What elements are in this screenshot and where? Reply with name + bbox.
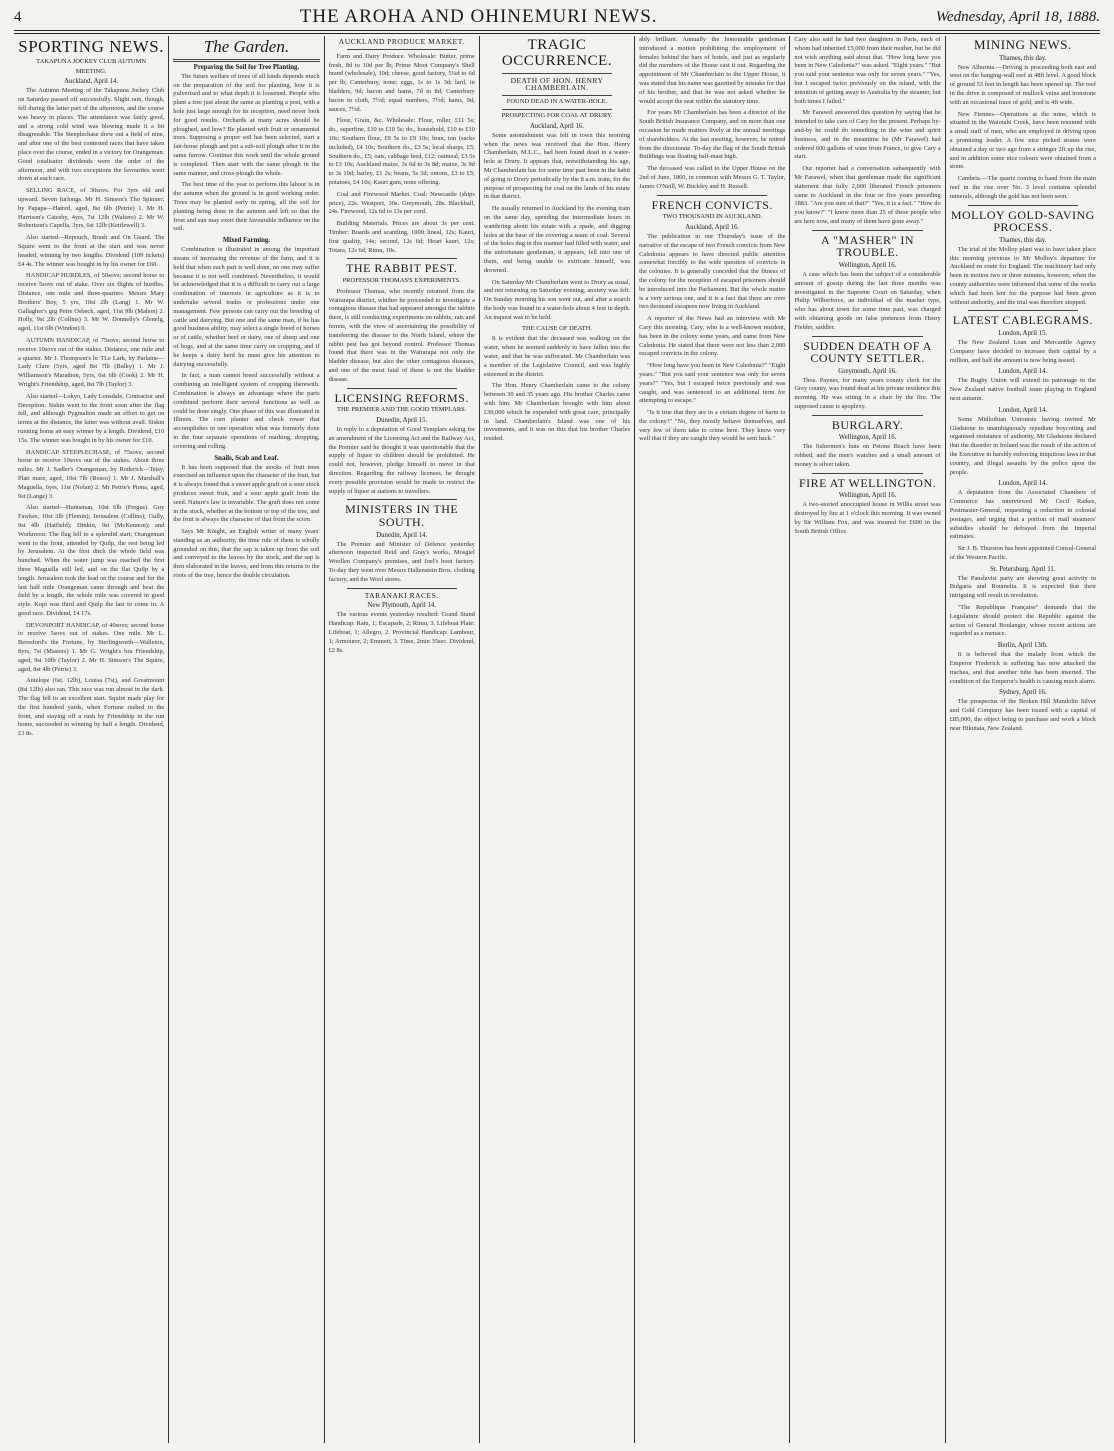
paragraph: The Panslavist party are showing great activity in Bulgaria and Roumelia. It is expected that their intriguing will result in revolution.: [949, 574, 1096, 600]
paragraph: "How long have you been in New Caledonia?" "Eight years." "But you said your sentence was only for seven years?" "Yes, but I escaped twice previously and was caught, and was sentenced to an additional term for attempting to escape.": [639, 362, 786, 405]
paragraph: Sir J. B. Thurston has been appointed Consul-General of the Western Pacific.: [949, 545, 1096, 561]
masthead-rule-lower: [14, 33, 1100, 34]
article-heading: BURGLARY.: [831, 417, 904, 432]
paragraph: "The Republique Française" demands that the Legislature should protect the Republic against the action of General Boulanger, whose recent actions are regarded as a menace.: [949, 604, 1096, 638]
dateline: Auckland, April 16.: [685, 223, 740, 231]
paragraph: Cambria.—The quartz coming to hand from the main reef in the rise over No. 3 level contains splendid minerals, although the gold has not been seen.: [949, 175, 1096, 200]
paragraph: In fact, a man cannot breed successfully without a combining an intelligent system of cropping therewith. Combination is always an advantage where the parts combined perform their several functions as well as could be done singly. One phase of this was illustrated in Illinois. The corn planter and check rower that accomplishes in one operation what was formerly done in the four separate operations of marking, dropping, covering and rolling.: [173, 372, 320, 450]
article-heading: LATEST CABLEGRAMS.: [952, 313, 1093, 328]
divider: [502, 109, 612, 110]
paragraph: Our reporter had a conversation subsequently with Mr Farawel, when that gentleman made the significant statement that fully 2,000 liberated French prisoners came to Auckland in the four or five years preceding 1883. "Are you sure of that?" "Yes, it is a fact." "How do you know?" "I know more than 25 of these people who are here now, and many of them have gone away.": [794, 165, 941, 225]
page-number: 4: [14, 8, 22, 25]
dateline: Sydney, April 16.: [999, 689, 1047, 697]
paragraph: "Is it true that they are in a certain degree of harm to the colony?" "No, they mostly behave themselves, and very few of them take to crime here. They know very well that if they are caught they would be sent back.": [639, 409, 786, 443]
paragraph: The fishermen's huts on Petone Beach have been robbed, and the men's watches and a small amount of money is silver taken.: [794, 443, 941, 469]
paragraph: The trial of the Molloy plant was to have taken place this morning previous to Mr Molloy's departure for Auckland en route for England. The machinery had only been in motion two or three minutes, however, when the county authorities were informed that some of the works which had been lent for the purpose had been given without authority, and the trial was therefore stopped.: [949, 245, 1096, 306]
divider: [173, 59, 319, 62]
paragraph: SELLING RACE, of 30sovs. For 3yrs old and upward. Seven furlongs. Mr H. Simson's Tho Spinner; by Papapa—Hatred, aged, 8st 6lb (Petrie) 1. Mr H. Harrison's Catesby, 4yrs, 7st 12lb (Walters) 2. Mr W. Robertson's Capella, 3yrs, 6st 12lb (Kettlewell) 3.: [18, 187, 165, 230]
section-heading: TRAGIC OCCURRENCE.: [501, 37, 613, 69]
masthead-rule: [14, 30, 1100, 31]
dateline: Dunedin, April 14.: [376, 531, 428, 539]
dateline: Wellington, April 16.: [838, 261, 897, 269]
column-7: [946, 36, 1100, 1443]
dateline: Auckland, April 16.: [529, 122, 584, 130]
paragraph: Farm and Dairy Produce. Wholesale: Butter, prime fresh, 8d to 10d per lb; Prime Moot Company's Shell brand (wholesale), 10d; cheese, good factory, 5¼d to 6d per lb; Canterbury, none; eggs, 1s to 1s 3d; lard, in bladders, 9d; bacon and hams, 7d to 8d; Canterbury bacon in cloth, 7½d; equal numbers, 7½d; hams, 9d; sauces, 7½d.: [328, 52, 475, 113]
dateline: Greymouth, April 16.: [838, 367, 897, 375]
divider: [968, 205, 1078, 206]
paragraph: The best time of the year to perform this labour is in the autumn when the ground is in good working order. Trees may be planted early in spring, all the soil for planting being done in the autumn and left so that the frost and sun may exert their favourable influence on the soil.: [173, 181, 320, 233]
article-heading: MOLLOY GOLD-SAVING PROCESS.: [950, 207, 1095, 235]
article-subheading: PROSPECTING FOR COAL AT DRURY.: [501, 112, 613, 120]
paragraph: Combination is illustrated in among the important means of increasing the revenue of the farm, and it is held that when each part is well done, no one may suffer because it is not well combined. Nevertheless, it would be acknowledged that it is a difficult to carry out a large combination of interests in agriculture as it is to undertake several trades or professions under one management. Few persons can carry out the breeding of cattle and dairying. But one and the same man, if he has good business ability, may select a single breed of horses or of cattle, whether beef or dairy, one of sheep and one of hogs, and at the same time carry on cropping, and if he keeps a dairy herd he must give his attention to dairying successfully.: [173, 246, 320, 368]
article-subheading: Preparing the Soil for Tree Planting.: [193, 63, 300, 71]
column-1: [14, 36, 169, 1443]
divider: [968, 310, 1078, 311]
paragraph: Also started—Repouch, Brush and On Guard. The Squire went to the front at the start and was never headed, winning by two lengths. Dividend (109 tickets) £4 4s. The winner was bought in by his owner for £60.: [18, 234, 165, 268]
divider: [347, 588, 457, 589]
paragraph: A deputation from the Associated Chambers of Commerce has interviewed Mr Cecil Raikes, Postmaster-General, requesting a reduction in colonial postages, and urging that a portion of mail steamers' subsidies should be defrayed from the Imperial estimates.: [949, 489, 1096, 541]
section-heading: MINING NEWS.: [973, 37, 1072, 52]
article-heading: THE RABBIT PEST.: [346, 261, 458, 276]
article-subheading: PROFESSOR THOMAS'S EXPERIMENTS.: [342, 277, 461, 284]
paragraph: It is evident that the deceased was walking on the water, when he seemed suddenly to have fallen into the water, and that he was suffocated. Mr Chamberlain was a member of the Legislative Council, and was highly esteemed in the district.: [483, 335, 631, 378]
dateline: Dunedin, April 15.: [376, 416, 428, 424]
article-subheading: DEATH OF HON. HENRY CHAMBERLAIN.: [510, 75, 604, 93]
dateline: London, April 14.: [998, 406, 1048, 414]
dateline: St. Petersburg, April 11.: [990, 565, 1056, 573]
divider: [502, 95, 612, 96]
paragraph: New Fiennes—Operations at the mine, which is situated in the Waiotahi Creek, have been resumed with a small staff of men, who are employed in driving upon a promising leader. A few nice picked stones were obtained a day or two ago from a stringer 2ft up the rise, and in addition some nice colours were obtained from a stone.: [949, 110, 1096, 171]
article-heading: FRENCH CONVICTS.: [651, 197, 773, 212]
dateline: New Plymouth, April 14.: [367, 602, 436, 610]
divider: [502, 73, 612, 74]
paragraph: Also started—Huntsman, 10st 6lb (Fergus). Guy Fawkes, 10st 3lb (Flemin); Jerusalem (Collins); Gully, 9st 4lb (Hatfield); Dinkin, 9st (McKennon); and Workmoor. The flag fell to a splendid start; Orangeman went to the front, attended by Quilp, the rest being led by Jerusalem. At the first ditch the whole field was bunched. When the water jump was reached the first three Maguella still led, and on the flat Quilp by a length. Jerusalem took the lead on the course and for the last half mile Orangeman came through and beat the field by a length, the whole mile was covered in good style. Kopi was third and Quilp the last to come in. A good race. Dividend, £4 17s.: [18, 504, 165, 617]
divider: [347, 388, 457, 389]
paragraph: A two-storied unoccupied house in Willis street was destroyed by fire at 1 o'clock this morning. It was owned by Sir William Fox, and was insured for £600 in the South British Office.: [794, 501, 941, 535]
paragraph: On Saturday Mr Chamberlain went to Drury as usual, and not returning on Saturday evening, anxiety was felt. On Sunday morning his son went out, and after a search the body was found in a water-hole about 4 feet in depth. An inquest was to be held.: [483, 278, 631, 321]
article-heading: LICENSING REFORMS.: [334, 390, 469, 405]
article-heading: FIRE AT WELLINGTON.: [798, 475, 937, 490]
paragraph: Antelope (6st. 12lb), Louisa (7st), and Greatmount (8st 12lb) also ran. This race was run almost in the dark. The flag fell to an excellent start. Squire made play for the first hundred yards, when Fortune rushed to the front, and staying off a rush by Friendship in the run home, succeeded in winning by half a length. Dividend, £3 8s.: [18, 677, 165, 738]
paragraph: Cary also said he had two daughters in Paris, each of whom had inherited £5,000 from their mother, but he did not wish anything said about that. "How long have you been in New Caledonia?" was asked. "Eight years." "But you said your sentence was only for seven years." "Yes, but I escaped twice previously on the island, with the intention of getting away to Australia by the steamer, but both times I failed.": [794, 36, 941, 105]
paragraph: The New Zealand Loan and Mercantile Agency Company have decided to increase their capital by a million, and half the amount is now being issued.: [949, 338, 1096, 364]
paragraph: The various events yesterday resulted: Grand Stand Handicap: Ratu, 1; Escapade, 2; Rimu, 3. Lifeboat Plate: Lifeboat, 1; Allegro, 2. Provincial Handicap: Lambour, 1; Armourer, 2; Emmett, 3. Time, 2min 35sec. Dividend, £2 8s.: [328, 611, 475, 654]
article-heading: A "MASHER" IN TROUBLE.: [821, 232, 915, 260]
paragraph: He usually returned to Auckland by the evening train on the same day, spending the intermediate hours in wandering about his estate with a spade, and digging holes at the base of the covering a seam of coal. Several of the holes dug in this manner had filled with water, and the unfortunate gentleman, it appears, fell into one of them, and being unable to extricate himself, was drowned.: [483, 205, 631, 274]
paragraph: For years Mr Chamberlain has been a director of the South British Insurance Company, and on more than one occasion he made matters lively at the annual meetings of shareholders. At the last meeting, however, he retired from the directorate. To-day the flag of the South British Buildings was floating half-mast high.: [639, 109, 786, 161]
divider: [347, 258, 457, 259]
divider: [347, 49, 457, 50]
page-columns: [14, 36, 1100, 1443]
dateline: London, April 14.: [998, 368, 1048, 376]
section-heading: The Garden.: [203, 37, 290, 56]
paragraph: Says Mr Knight, an English writer of many years' standing as an authority, the time rule of them is wholly grounded on this, that the sap is taken up from the soil and conveyed to the leaves by the stock, and the sap is then elaborated in the leaves, and from this returns to the roots of the tree, hence the double circulation.: [173, 528, 320, 580]
paragraph: Some astonishment was felt in town this morning when the news was received that the Hon. Henry Chamberlain, M.L.C., had been found dead in a water-hole at Drury. It appears that, notwithstanding his age, Mr Chamberlain has for some time past been in the habit of going to Drury periodically by the 8 a.m. train, for the purpose of prospecting for coal on the lands of his estate in that district.: [483, 131, 631, 201]
dateline: Wellington, April 16.: [838, 492, 897, 500]
column-5: [635, 36, 790, 1443]
paragraph: ably brilliant. Annually the honourable gentleman introduced a motion prohibiting the employment of females behind the bars of hotels, and just as regularly did the members of the House cast it out. Regarding the appointment of Mr Chamberlain to the Upper House, it was stated that his name was gazetted by mistake for that of his brother, and that he was not asked whether he would accept the seat within the statutory time.: [639, 36, 786, 105]
section-heading: AUCKLAND PRODUCE MARKET.: [338, 37, 465, 46]
dateline: Thames, this day.: [999, 236, 1047, 244]
newspaper-title: THE AROHA AND OHINEMURI NEWS.: [299, 6, 658, 27]
article-subheading: FOUND DEAD IN A WATER-HOLE.: [506, 98, 608, 106]
divider: [812, 336, 922, 337]
paragraph: HANDICAP STEEPLECHASE, of 75sovs; second horse to receive 10sovs out of the stakes. About three miles. Mr J. Sadler's Orangeman, by Roderick—Tetsy, Plati mare, aged, 10st 7lb (Rosco) 1. Mr J. Marshall's Maguella, 6yrs, 11st (Nolan) 2. Mr Petrie's Piona, aged, 9st (Lange) 3.: [18, 448, 165, 500]
paragraph: It is believed that the malady from which the Emperor Frederick is suffering has now attacked the trachea, and that another tube has been inserted. The condition of the Emperor's health is causing much alarm.: [949, 651, 1096, 685]
paragraph: Some Midlothian Unionists having invited Mr Gladstone to unambiguously repudiate boycotting and organised resistance of authority, Mr Gladstone declared that the disorder in Ireland was the result of the action of the Executive in harshly enforcing iniquitous laws in that country, and illegal assaults by the police upon the people.: [949, 415, 1096, 476]
column-6: [790, 36, 945, 1443]
dateline: Auckland, April 14.: [64, 78, 119, 86]
section-heading: SPORTING NEWS.: [18, 37, 165, 56]
paragraph: Thos. Paynes, for many years county clerk for the Grey county, was found dead at his private residence this morning. He was sitting in a chair by the fire. The supposed cause is apoplexy.: [794, 376, 941, 411]
article-subheading: THE PREMIER AND THE GOOD TEMPLARS.: [336, 406, 467, 414]
divider: [812, 415, 922, 416]
paragraph: AUTUMN HANDICAP, of 75sovs; second horse to receive 10sovs out of the stakes. Distance, one mile and a quarter. Mr J. Thompson's br TLe Lark, by Parlaine—Lady Clare (5yrs, aged 8st 7lb (Bulky) 1. Mr J. Williamson's Marathon, 5yrs, 6st 6lb (Cook) 2. Mr H. Wright's Friendship, aged, 8st 7lb (Taylor) 3.: [18, 336, 165, 388]
paragraph: The future welfare of trees of all kinds depends much on the preparation of the soil for planting, how it is pulverised and to what depth it is loosened. People who plant a tree just about the same as planting a post, with a hole just large enough for its reception, need never look for good results. Orchards at many acres should be ploughed, and how? Be planted with fruit or ornamental trees. Supposing a proper soil has been selected, start a fair-horse plough and put a sub-soil plough after it in the same furrow. Continue this work until the whole ground is completed. Then start with the same plough in the same manner, and cross-plough the whole.: [173, 72, 320, 177]
paragraph: Coal and Firewood Market. Coal: Newcastle (ships price), 22s. Westport, 30s. Greymouth, 28s. Blackball, 24s. Firewood, 12s 6d to 13s per cord.: [328, 190, 475, 216]
dateline: Wellington, April 16.: [838, 434, 897, 442]
dateline: London, April 15.: [998, 329, 1048, 337]
paragraph: The deceased was called to the Upper House on the 2nd of June, 1860, in common with Messrs G. T. Taylor, James O'Neill, W. Buckley and H. Russell.: [639, 165, 786, 190]
paragraph: In reply to a deputation of Good Templars asking for an amendment of the Licensing Act and the Railway Act, the Premier said he thought it was questionable that the supply of liquor to children should be prohibited. He could not, however, pledge himself to move in that direction. Regarding the railway licenses, he thought every possible provision would be made to restrict the supply of liquor at stations to travellers.: [328, 425, 475, 495]
dateline: Thames, this day.: [999, 54, 1047, 62]
paragraph: The Hon. Henry Chamberlain came to the colony between 30 and 35 years ago. His brother Charles came with him. Mr Chamberlain brought with him about £30,000 which he expended with great care, principally in land. Chamberlain's Island was one of his investments, and it was on this that his brother Charles resided.: [483, 382, 631, 443]
paragraph: Flour, Grain, &c. Wholesale: Flour, roller, £11 5s; do., superfine, £10 to £10 5s; do., household, £10 to £10 10s; Southern flour, £9 5s to £9 10s; bran, ton (sacks included), £4 10s; Southern do., £3 5s; local sharps, £5; Southern do., £5; oats, cabbage feed, £12; oatmeal, £3 5s to £3 10s; Auckland maize, 3s 6d to 3s 8d; maize, 3s 9d to 3s 10d; barley, £1 2s; beans, 5s 3d; onions, £3 to £5; potatoes, £4 10s; Kauri gum, none offering.: [328, 117, 475, 187]
article-subheading: Snails, Scab and Leaf.: [214, 454, 279, 462]
paragraph: It has been supposed that the stocks of fruit trees exercised an influence upon the character of the fruit, but it is always found that a sweet apple graft on a sour stock produces sweet fruit, and a sour apple graft from the seed. Nature's law is invariable. The graft does not come in the stock, whether at the bottom or top of the tree, and the fruit is always the character of that from the scion.: [173, 463, 320, 524]
paragraph: A reporter of the News had an interview with Mr Cary this morning. Cary, who is a well-known resident, has been in the colony some years, and came from New Caledonia. He stated that there were not less than 2,000 escaped convicts in the colony.: [639, 315, 786, 358]
paragraph: The Autumn Meeting of the Takapuna Jockey Club on Saturday passed off successfully. Slight rain, though, fell during the latter part of the afternoon, and the course was heavy in places. The attendance was fairly good, and a strong cold wind was blowing made it a bit disagreeable. The Steeplechase drew out a field of nine, and after one of the best contested races that have taken place over the course, ended in a victory for Orangeman. Good totalisator dividends were the order of the afternoon, and with two exceptions the favourites went down at each race.: [18, 87, 165, 183]
article-subheading: THE CAUSE OF DEATH.: [521, 324, 593, 332]
divider: [347, 499, 457, 500]
paragraph: New Alburnia.—Driving is proceeding both east and west on the hanging-wall reef at 48ft level. A good block of ground 53 feet in length has been opened up. The reef in the drive is composed of mullock veins and ironstone with an occasional trace of gold, and is 4ft wide.: [949, 63, 1096, 106]
paragraph: DEVONPORT HANDICAP, of 40sovs; second horse to receive 5sovs out of stakes. One mile. Mr L. Beresford's the Fortune, by Sterlingworth—Walleton, 8yrs, 7st (Masters) 1. Mr G. Wright's bra Friendship, aged, 9st 10lb (Taylor) 2. Mr H. Simson's The Squire, aged, 8st 4lb (Petrie) 3.: [18, 621, 165, 673]
issue-date: Wednesday, April 18, 1888.: [935, 8, 1100, 25]
paragraph: Mr Farawel answered this question by saying that he intended to take care of Cary for the present. Perhaps by-and-by he could do something in the wine and spirit business, and in the meantime he (Mr Farawel) had ordered 600 gallons of wine from France, to give Cary a start.: [794, 109, 941, 161]
article-heading: MINISTERS IN THE SOUTH.: [345, 502, 459, 529]
article-subheading: TWO THOUSAND IN AUCKLAND.: [662, 213, 763, 221]
paragraph: Also started—Lokyo, Lady Lonsdale, Contractor and Deception. Siskin went to the front soon after the flag fell, and although Pygmalion made an effort to get on terms at the distance, the latter was without avail. Siskin running home an easy winner by a length. Dividend, £10 15s. The winner was bought in by his owner for £10.: [18, 392, 165, 444]
column-2: [169, 36, 324, 1443]
paragraph: The Premier and Minister of Defence yesterday afternoon inspected Reid and Gray's works, Mosgiel Woollen Company's premises, and Joel's boot factory. To-day they went over Messrs Hallenstein Bros. clothing factory, and the Wool stores.: [328, 540, 475, 583]
paragraph: The prospectus of the Broken Hill Mandolin Silver and Gold Company has been issued with a capital of £85,000, the object being to purchase and work a block near Hikutaia, New Zealand.: [949, 698, 1096, 732]
divider: [812, 230, 922, 231]
paragraph: Professor Thomas, who recently returned from the Wairarapa district, whither he proceeded to investigate a contagious disease that had appeared amongst the rabbits there, is still conducting experiments on rabbits, rats and ferrets, with the view of ascertaining the possibility of transferring the disease to the North Island, where the rabbit pest has got beyond control. Professor Thomas found that there was in the Wairarapa not only the bladder disease, but also the other contagious diseases, and one of the most fatal of these is not the bladder disease.: [328, 287, 475, 383]
article-subheading: TAKAPUNA JOCKEY CLUB AUTUMN: [36, 57, 147, 65]
paragraph: Building Materials. Prices are about 3s per cent. Timber: Boards and scantling, 100ft lineal, 12s; Kauri, first quality, 14s; second, 12s 6d; Heart kauri, 12s; Totara, 12s 6d; Rimu, 10s.: [328, 220, 475, 254]
paragraph: The Rugby Union will extend its patronage to the New Zealand native football team playing in England next autumn.: [949, 377, 1096, 402]
divider: [657, 195, 767, 196]
column-3: [325, 36, 480, 1443]
paragraph: A case which has been the subject of a considerable amount of gossip during the last three months was investigated in the Supreme Court on Saturday, when Philip Wilberforce, an individual of the masher type, who has about town for some time past, was charged with obtaining goods on false pretences from Henry Fielder, saddler.: [794, 270, 941, 331]
article-heading: TARANAKI RACES.: [364, 590, 439, 600]
dateline: London, April 14.: [998, 480, 1048, 488]
divider: [812, 473, 922, 474]
dateline: Berlin, April 13th.: [997, 642, 1048, 650]
column-4: [480, 36, 635, 1443]
article-heading: SUDDEN DEATH OF A COUNTY SETTLER.: [803, 338, 932, 366]
article-subheading: Mixed Farming.: [222, 237, 271, 245]
paragraph: The publication in our Thursday's issue of the narrative of the escape of two French convicts from New Caledonia appears to have directed public attention somewhat forcibly to the wide question of convicts in the colonies. It is generally conceded that the fitness of the colony for the reception of escaped prisoners should be introduced into the Parliament. But the whole matter is a very serious one, and it is a fact that there are over two thousand escapees now living in Auckland.: [639, 232, 786, 311]
paragraph: HANDICAP HURDLES, of 50sovs; second horse to receive 5sovs out of stake. Over six flights of hurdles. Distance, one mile and three-quarters. Messrs Mary Brothers' Boy, 5 yrs, 10st 2lb (Lang) 1. Mr W. Gallagher's grg Petre Osbeck, aged, 11st 9lb (Mahon) 2. Holly, 9st 2lb (Collins) 3. Mr W. Donnelly's Glenelg, aged, 11st 6lb (Windon) 0.: [18, 272, 165, 333]
article-subheading: MEETING.: [75, 67, 107, 75]
